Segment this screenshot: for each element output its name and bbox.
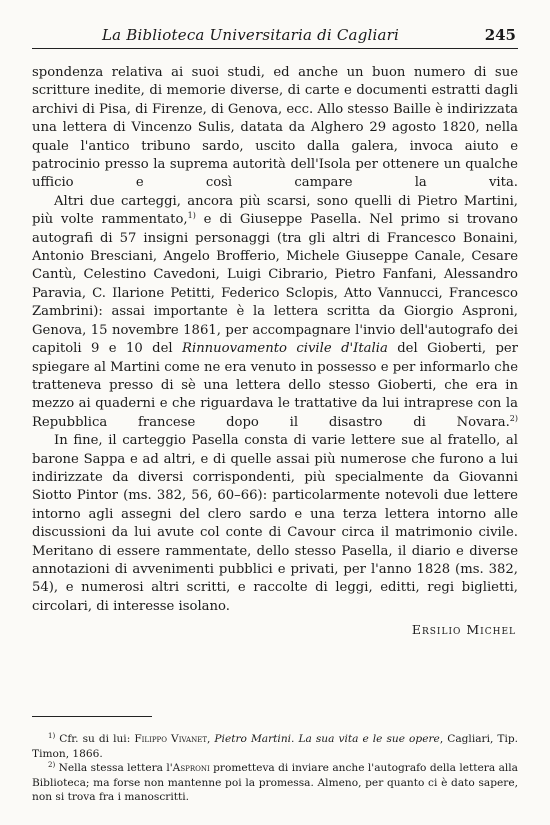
running-header [32,26,518,49]
paragraph-2-text-b: e di Giuseppe Pasella. Nel primo si trovano autografi di 57 insigni personaggi (tra gli altri di Francesco Bonaini, Antonio Bresciani, Angelo Brofferio, Michele Giuseppe Canale, Cesare Cantù, Celestino Cavedoni, Luigi Cibrario, Pietro Fanfani, Alessandro Paravia, C. Ilarione Petitti, Federico Sclopis, Atto Vannucci, Francesco Zambrini): assai importante è la lettera scritta da Giorgio Asproni, Genova, 15 novembre 1861, per accompagnare l'invio dell'autografo dei capitoli 9 e 10 del [32,212,518,357]
footnote-1-mark: 1) [48,732,56,740]
footnote-1-prefix: Cfr. su di lui: [55,733,135,745]
footnote-1-title: Pietro Martini. La sua vita e le sue opere [214,733,440,745]
footnote-2 [32,761,518,805]
paragraph-2 [32,193,518,432]
footnote-2-mark: 2) [48,761,56,769]
footnote-ref-1: 1) [187,211,196,221]
footnote-1-sep: , [207,733,215,745]
footnote-2-suffix: prometteva di inviare anche l'autografo della lettera alla Biblioteca; ma forse non mantenne poi la promessa. Almeno, per quanto ci è dato sapere, non si trova fra i manoscritti. [32,762,518,803]
paragraph-3: In fine, il carteggio Pasella consta di varie lettere sue al fratello, al barone Sappa e ad altri, e di quelle assai più numerose che furono a lui indirizzate da diversi corrispondenti, più specialmente da Giovanni Siotto Pintor (ms. 382, 56, 60–66): particolarmente notevoli due lettere intorno agli assegni del clero sardo e una terza lettera intorno alle discussioni da lui avute col conte di Cavour circa il matrimonio civile. Meritano di essere rammentate, dello stesso Pasella, il diario e diverse annotazioni di avvenimenti pubblici e privati, per l'anno 1828 (ms. 382, 54), e numerosi altri scritti, e raccolte di leggi, editti, regi biglietti, circolari, di interesse isolano. [32,433,518,614]
paragraph-2-text-c: del Gioberti, per spiegare al Martini come ne era venuto in possesso e per informarlo che tratteneva presso di sè una lettera dello stesso Gioberti, che era in mezzo ai quaderni e che riguardava le trattative da lui intraprese con la Repubblica francese dopo il disastro di Novara. [32,341,518,430]
footnote-1 [32,732,518,761]
page-number: 245 [484,26,516,44]
author-signature: Ersilio Michel [411,622,516,637]
paragraph-1: spondenza relativa ai suoi studi, ed anche un buon numero di sue scritture inedite, di memorie diverse, di carte e documenti estratti dagli archivi di Pisa, di Firenze, di Genova, ecc. Allo stesso Baille è indirizzata una lettera di Vincenzo Sulis, datata da Alghero 29 agosto 1820, nella quale l'antico tribuno sardo, uscito dalla galera, invoca aiuto e patrocinio presso la suprema autorità dell'Isola per ottenere un qualche ufficio e così campare la vita. [32,65,518,191]
footnote-divider [32,716,152,717]
footnote-ref-2: 2) [509,413,518,423]
footnote-2-prefix: Nella stessa lettera l' [55,762,173,774]
body-text [32,64,518,616]
running-title: La Biblioteca Universitaria di Cagliari [102,26,399,44]
paragraph-2-text-a: Altri due carteggi, ancora più scarsi, sono quelli di Pietro Martini, più volte rammentato, [32,193,518,228]
footnote-1-author: Filippo Vivanet [134,733,207,745]
footnotes [32,732,518,805]
footnote-2-author: Asproni [172,762,210,774]
footnote-1-suffix: , Cagliari, Tip. Timon, 1866. [32,733,518,760]
book-title: Rinnuovamento civile d'Italia [182,341,388,357]
